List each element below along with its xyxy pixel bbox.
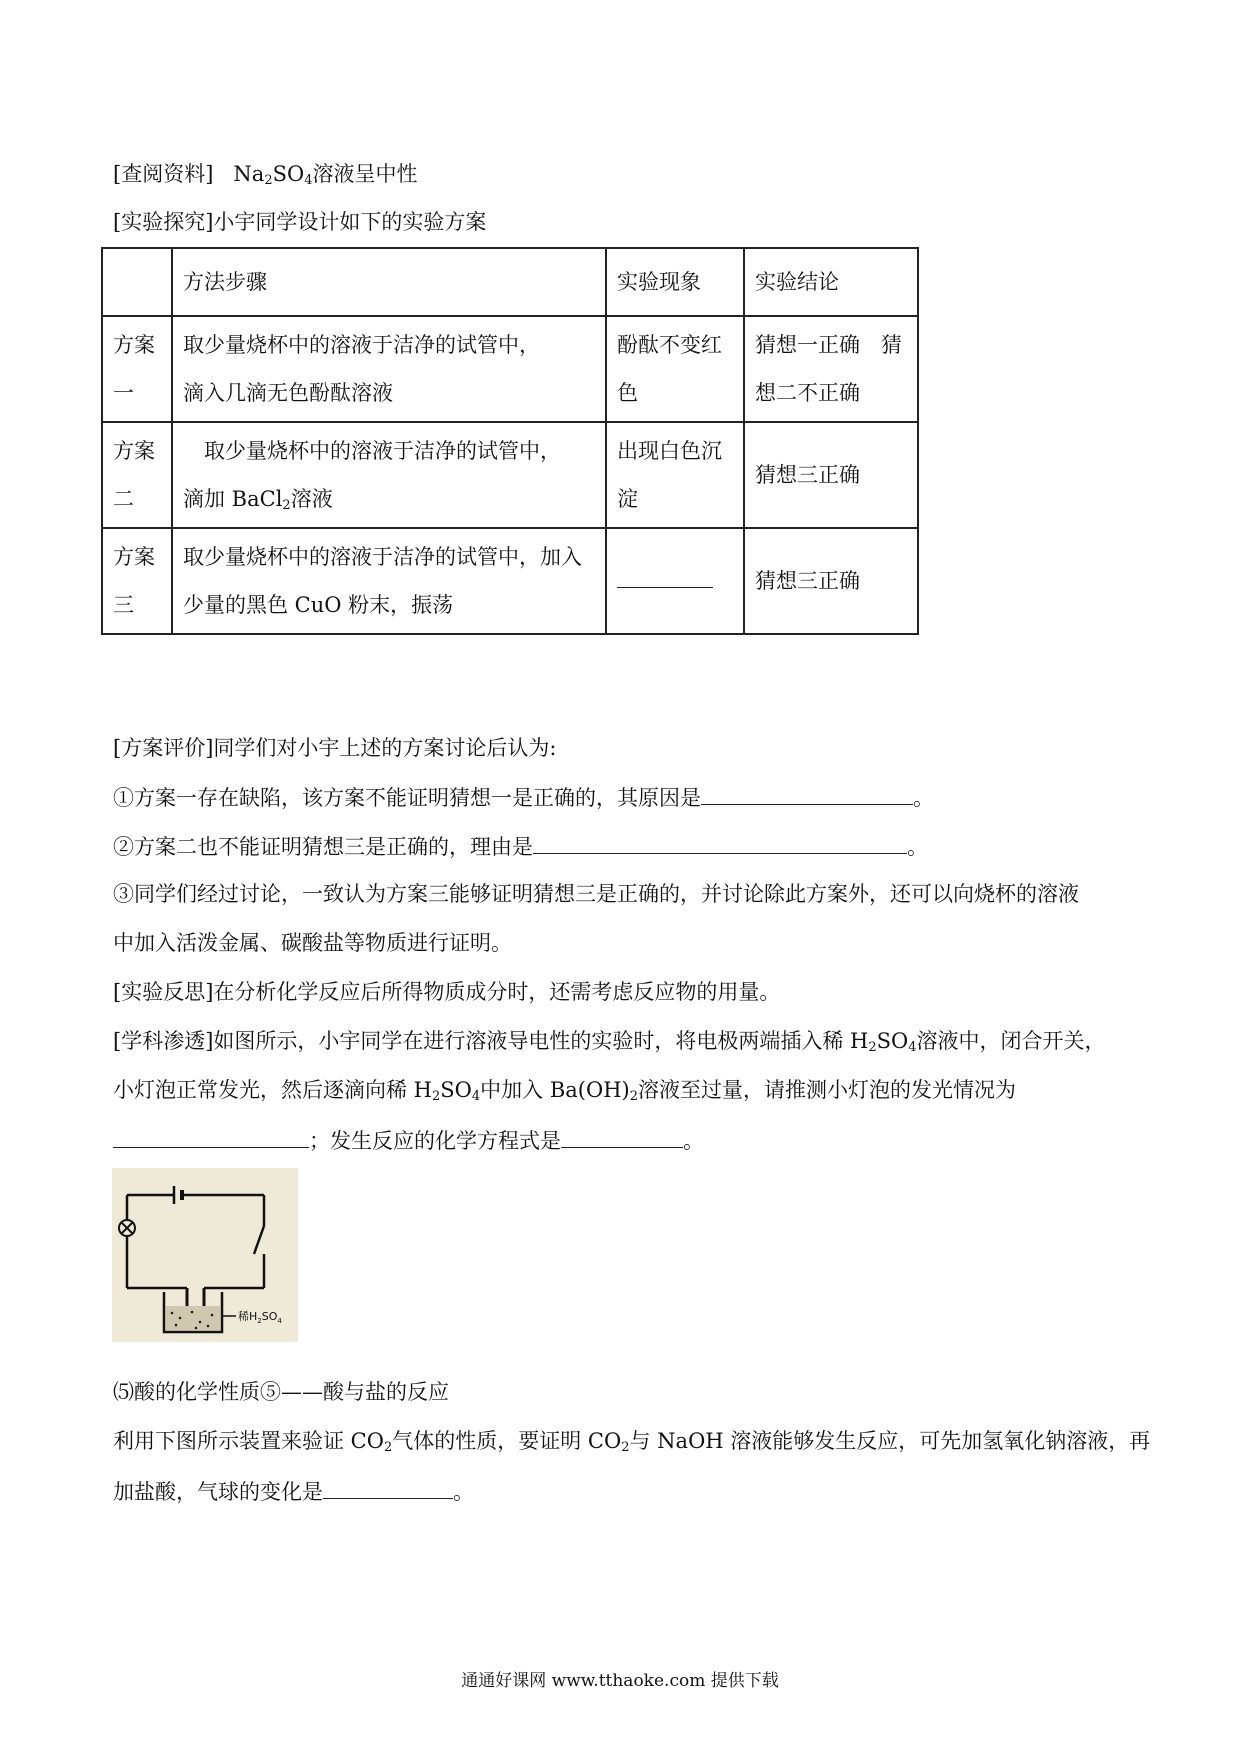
lookup-line: [查阅资料] $Na_2SO_4$溶液呈中性 xyxy=(113,162,418,188)
section5-line-2: 加盐酸，气球的变化是 。 xyxy=(113,1476,474,1506)
circuit-diagram xyxy=(112,1168,298,1342)
evaluation-item-3-line2: 中加入活泼金属、碳酸盐等物质进行证明。 xyxy=(113,931,512,955)
lookup-label: [查阅资料] xyxy=(113,162,214,186)
plan-phenomenon: 酚酞不变红 色 xyxy=(606,316,744,422)
answer-blank[interactable] xyxy=(561,1125,683,1148)
section5-line-1: 利用下图所示装置来验证 $CO_2$气体的性质，要证明 $CO_2$与 NaOH 溶液能够发生反应，可先加氢氧化钠溶液，再 xyxy=(113,1429,1151,1455)
plan-phenomenon: 出现白色沉 淀 xyxy=(606,422,744,528)
table-header-phenomenon: 实验现象 xyxy=(606,248,744,316)
penetration-line-3: ；发生反应的化学方程式是 。 xyxy=(113,1125,704,1155)
reflection-line: [实验反思]在分析化学反应后所得物质成分时，还需考虑反应物的用量。 xyxy=(113,980,781,1004)
penetration-line-2: 小灯泡正常发光，然后逐滴向稀 $H_2SO_4$中加入 $Ba(OH)_2$溶液至过量，请推测小灯泡的发光情况为 xyxy=(113,1078,1016,1104)
table-header-method: 方法步骤 xyxy=(172,248,606,316)
circuit-figure xyxy=(112,1168,298,1342)
plan-name: 方案 一 xyxy=(102,316,172,422)
answer-blank[interactable] xyxy=(323,1476,453,1499)
plan-name: 方案 二 xyxy=(102,422,172,528)
plan-conclusion: 猜想三正确 xyxy=(744,528,918,634)
plan-method: 取少量烧杯中的溶液于洁净的试管中， 滴加 BaCl$_2$溶液 xyxy=(172,422,606,528)
plan-conclusion: 猜想三正确 xyxy=(744,422,918,528)
plan-conclusion: 猜想一正确 猜 想二不正确 xyxy=(744,316,918,422)
answer-blank[interactable] xyxy=(113,1125,309,1148)
experiment-table xyxy=(101,247,919,635)
plan-name: 方案 三 xyxy=(102,528,172,634)
footer-watermark: 通通好课网 www.tthaoke.com 提供下载 xyxy=(461,1671,779,1691)
solution-label: 稀$H_2SO_4$ xyxy=(238,1310,282,1325)
table-row xyxy=(102,422,918,528)
plan-method: 取少量烧杯中的溶液于洁净的试管中， 滴入几滴无色酚酞溶液 xyxy=(172,316,606,422)
plan-method: 取少量烧杯中的溶液于洁净的试管中，加入 少量的黑色 CuO 粉末，振荡 xyxy=(172,528,606,634)
table-row xyxy=(102,316,918,422)
table-header-blank xyxy=(102,248,172,316)
penetration-line-1: [学科渗透]如图所示，小宇同学在进行溶液导电性的实验时，将电极两端插入稀 $H_2SO_4$溶液中，闭合开关， xyxy=(113,1029,1106,1055)
table-row xyxy=(102,528,918,634)
evaluation-item-3-line1: ③同学们经过讨论，一致认为方案三能够证明猜想三是正确的，并讨论除此方案外，还可以向烧杯的溶液 xyxy=(113,882,1079,906)
table-header-row xyxy=(102,248,918,316)
plan-phenomenon-blank[interactable] xyxy=(606,528,744,634)
evaluation-item-1: ①方案一存在缺陷，该方案不能证明猜想一是正确的，其原因是 。 xyxy=(113,782,934,812)
explore-line: [实验探究]小宇同学设计如下的实验方案 xyxy=(113,210,487,234)
evaluation-heading: [方案评价]同学们对小宇上述的方案讨论后认为: xyxy=(113,736,557,760)
section5-heading: ⑸酸的化学性质⑤——酸与盐的反应 xyxy=(113,1380,449,1404)
evaluation-item-2: ②方案二也不能证明猜想三是正确的，理由是 。 xyxy=(113,831,928,861)
answer-blank[interactable] xyxy=(701,782,913,805)
answer-blank[interactable] xyxy=(533,831,907,854)
table-header-conclusion: 实验结论 xyxy=(744,248,918,316)
